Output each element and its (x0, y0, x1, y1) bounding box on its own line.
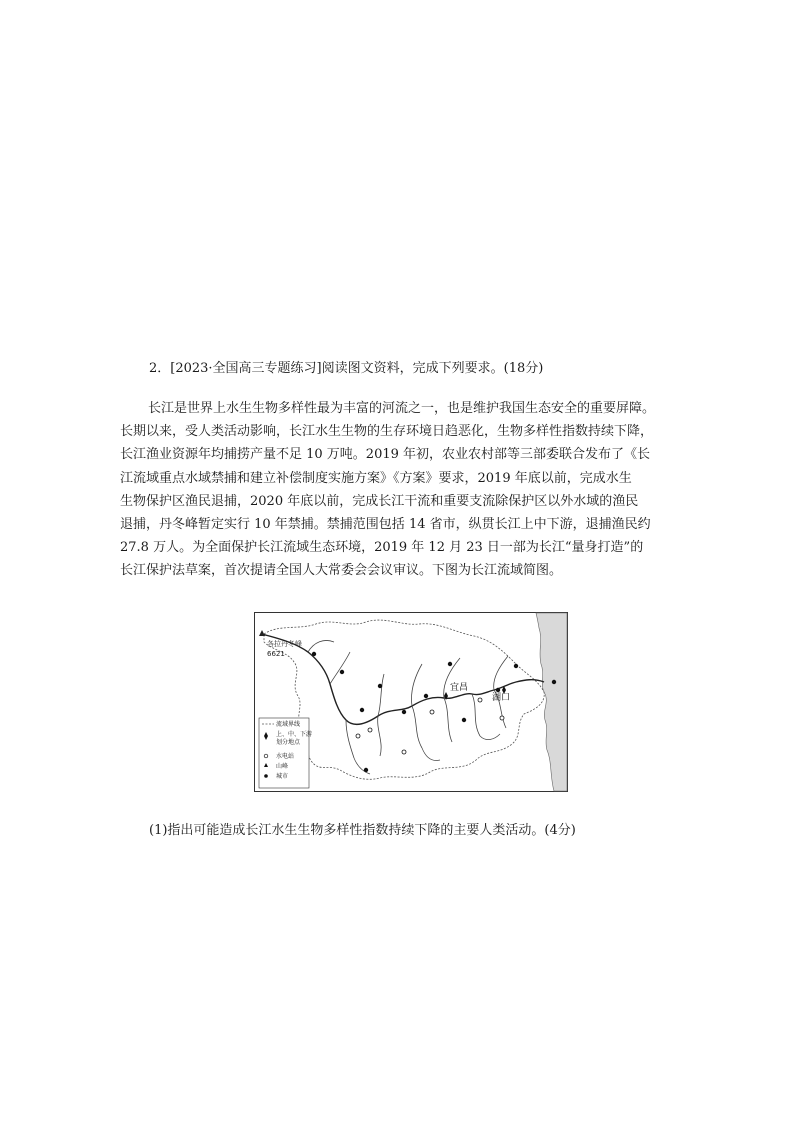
city-dot (496, 688, 500, 692)
legend-hydro-label: 水电站 (276, 753, 295, 760)
passage-line: 长期以来，受人类活动影响，长江水生生物的生存环境日趋恶化，生物多样性指数持续下降， (120, 424, 654, 440)
passage-line: 江流域重点水域禁捕和建立补偿制度实施方案》《方案》要求，2019 年底以前，完成水生 (120, 470, 632, 486)
city-label-yichang: 宜昌 (450, 683, 469, 693)
passage-line: 退捕，丹冬峰暂定实行 10 年禁捕。禁捕范围包括 14 省市，纵贯长江上中下游，退捕渔民约 (120, 516, 651, 532)
city-dot (462, 718, 466, 722)
map-figure (254, 612, 568, 792)
hydro-station (478, 698, 482, 702)
passage-line: 长江保护法草案，首次提请全国人大常委会会议审议。下图为长江流域简图。 (120, 563, 563, 579)
hydro-station (356, 734, 360, 738)
peak-elevation: 6621 (267, 650, 285, 658)
legend-hydro-swatch (264, 754, 268, 758)
yangtze-basin-map (254, 612, 568, 792)
city-dot (448, 662, 452, 666)
city-dot (424, 694, 428, 698)
legend-boundary-label: 流域界线 (276, 721, 301, 728)
question-passage (120, 397, 680, 583)
city-dot (552, 680, 556, 684)
peak-name: 各拉丹冬峰 (267, 640, 302, 648)
passage-line: 27.8 万人。为全面保护长江流域生态环境，2019 年 12 月 23 日一部为长江“量身打造”的 (120, 540, 644, 556)
city-dot (514, 664, 518, 668)
city-dot (402, 710, 406, 714)
hydro-station (430, 710, 434, 714)
hydro-station (500, 716, 504, 720)
hydro-station (402, 750, 406, 754)
city-dot (360, 708, 364, 712)
passage-line: 生物保护区渔民退捕，2020 年底以前，完成长江干流和重要支流除保护区以外水域的渔民 (120, 493, 639, 509)
hydro-station (368, 728, 372, 732)
legend-city-swatch (264, 774, 268, 778)
legend-division-label: 上、中、下游 (276, 731, 313, 738)
legend-city-label: 城市 (276, 773, 289, 780)
legend-division-label-2: 划分地点 (276, 739, 301, 746)
passage-line: 长江渔业资源年均捕捞产量不足 10 万吨。2019 年初，农业农村部等三部委联合发布了《长 (120, 447, 651, 463)
city-label-hukou: 湖口 (492, 693, 511, 703)
passage-line: 长江是世界上水生生物多样性最为丰富的河流之一，也是维护我国生态安全的重要屏障。 (148, 401, 656, 416)
city-dot (340, 670, 344, 674)
city-dot (364, 768, 368, 772)
question-header: 2．[2023·全国高三专题练习]阅读图文资料，完成下列要求。(18分) (149, 361, 544, 376)
subquestion-1: (1)指出可能造成长江水生生物多样性指数持续下降的主要人类活动。(4分) (149, 823, 576, 838)
city-dot (378, 684, 382, 688)
legend-peak-label: 山峰 (276, 763, 289, 770)
city-dot (312, 652, 316, 656)
